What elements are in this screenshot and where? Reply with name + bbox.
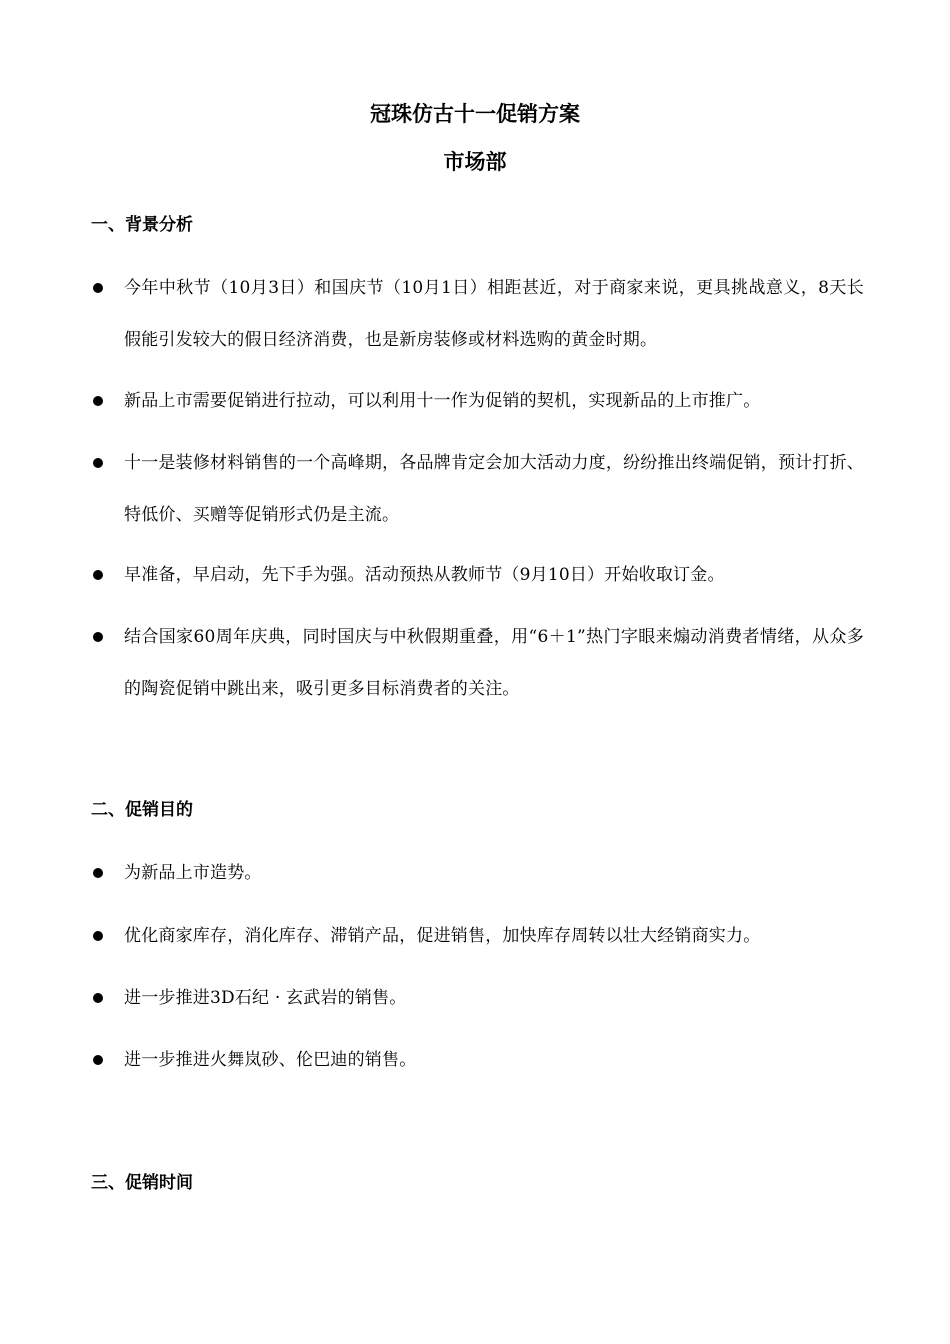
list-item-text: 为新品上市造势。: [124, 863, 262, 883]
section-heading-purpose: 二、促销目的: [91, 800, 193, 820]
list-item-text: 早准备，早启动，先下手为强。活动预热从教师节（9月10日）开始收取订金。: [124, 565, 725, 585]
section-heading-background: 一、背景分析: [91, 215, 193, 235]
section-heading-timing: 三、促销时间: [91, 1173, 193, 1193]
bullet-icon: [93, 396, 103, 406]
bullet-icon: [93, 458, 103, 468]
bullet-icon: [93, 570, 103, 580]
bullet-icon: [93, 632, 103, 642]
list-item-text: 进一步推进3D石纪 · 玄武岩的销售。: [124, 988, 407, 1008]
list-item-text: 新品上市需要促销进行拉动，可以利用十一作为促销的契机，实现新品的上市推广。: [124, 391, 761, 411]
document-subtitle: 市场部: [443, 149, 507, 174]
list-item-text: 结合国家60周年庆典，同时国庆与中秋假期重叠，用“6＋1”热门字眼来煽动消费者情绪，从众多的陶瓷促销中跳出来，吸引更多目标消费者的关注。: [124, 627, 864, 699]
list-item-text: 优化商家库存，消化库存、滞销产品，促进销售，加快库存周转以壮大经销商实力。: [124, 926, 761, 946]
bullet-icon: [93, 1055, 103, 1065]
list-item-text: 十一是装修材料销售的一个高峰期，各品牌肯定会加大活动力度，纷纷推出终端促销，预计打折、特低价、买赠等促销形式仍是主流。: [124, 453, 864, 525]
bullet-icon: [93, 283, 103, 293]
bullet-icon: [93, 993, 103, 1003]
document-title: 冠珠仿古十一促销方案: [370, 101, 580, 126]
bullet-icon: [93, 931, 103, 941]
bullet-icon: [93, 868, 103, 878]
list-item-text: 今年中秋节（10月3日）和国庆节（10月1日）相距甚近，对于商家来说，更具挑战意义，8天长假能引发较大的假日经济消费，也是新房装修或材料选购的黄金时期。: [124, 278, 864, 350]
list-item-text: 进一步推进火舞岚砂、伦巴迪的销售。: [124, 1050, 417, 1070]
